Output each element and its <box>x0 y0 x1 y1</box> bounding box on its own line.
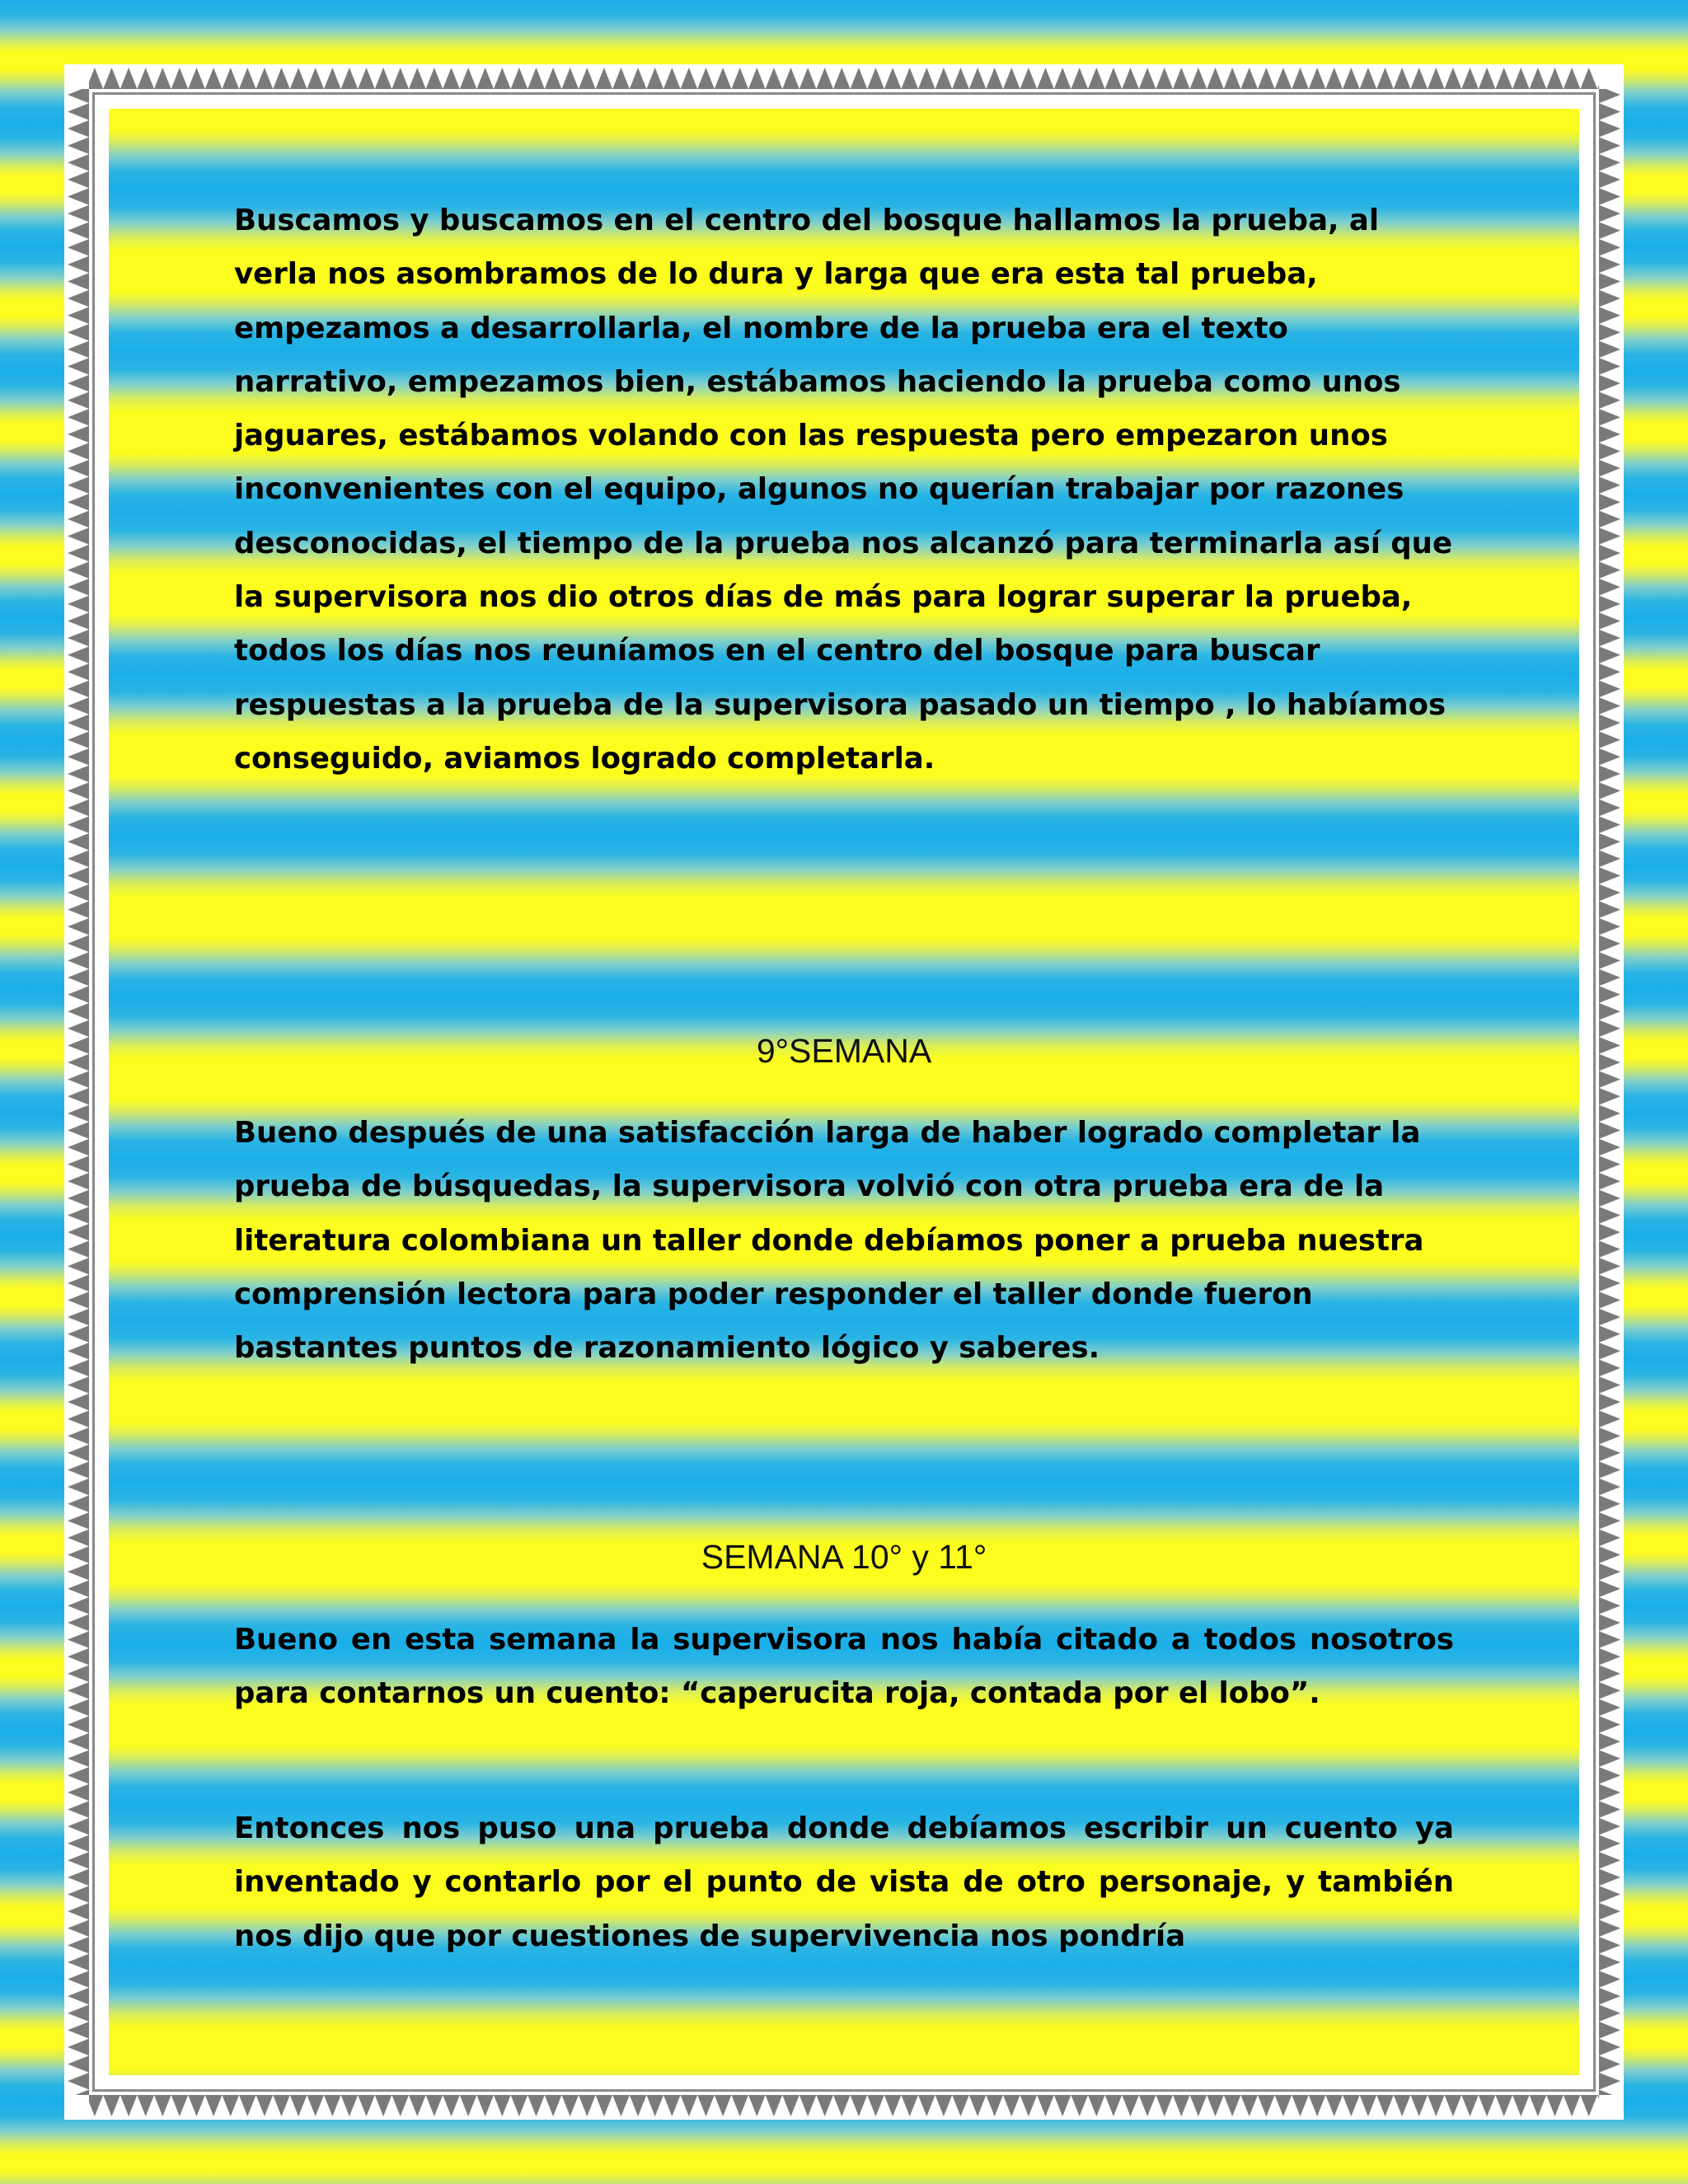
paragraph-forest-test: Buscamos y buscamos en el centro del bosque hallamos la prueba, al verla nos asombramos de lo dura y larga que era esta tal prueba, empezamos a desarrollarla, el nombre de la prueba era el texto narrativo, empezamos bien, estábamos haciendo la prueba como unos jaguares, estábamos volando con las respuesta pero empezaron unos inconvenientes con el equipo, algunos no querían trabajar por razones desconocidas, el tiempo de la prueba nos alcanzó para terminarla así que la supervisora nos dio otros días de más para lograr superar la prueba, todos los días nos reuníamos en el centro del bosque para buscar respuestas a la prueba de la supervisora pasado un tiempo , lo habíamos conseguido, aviamos logrado completarla. <box>234 204 1453 776</box>
zigzag-border-left <box>64 64 89 2120</box>
zigzag-border-top <box>64 64 1624 89</box>
zigzag-border-bottom <box>64 2095 1624 2120</box>
paragraph-little-red-riding-hood: Bueno en esta semana la supervisora nos había citado a todos nosotros para contarnos un cuento: “caperucita roja, contada por el lobo”. <box>234 1623 1454 1711</box>
heading-week-9: 9°SEMANA <box>756 1032 932 1070</box>
heading-week-10-11: SEMANA 10° y 11° <box>701 1538 987 1576</box>
paragraph-literature-workshop: Bueno después de una satisfacción larga de haber logrado completar la prueba de búsquedas, la supervisora volvió con otra prueba era de la literatura colombiana un taller donde debíamos poner a prueba nuestra comprensión lectora para poder responder el taller donde fueron bastantes puntos de razonamiento lógico y saberes. <box>234 1116 1424 1366</box>
paragraph-story-assignment: Entonces nos puso una prueba donde debíamos escribir un cuento ya inventado y contarlo por el punto de vista de otro personaje, y también nos dijo que por cuestiones de supervivencia nos pondría <box>234 1811 1454 1953</box>
zigzag-border-right <box>1599 64 1624 2120</box>
